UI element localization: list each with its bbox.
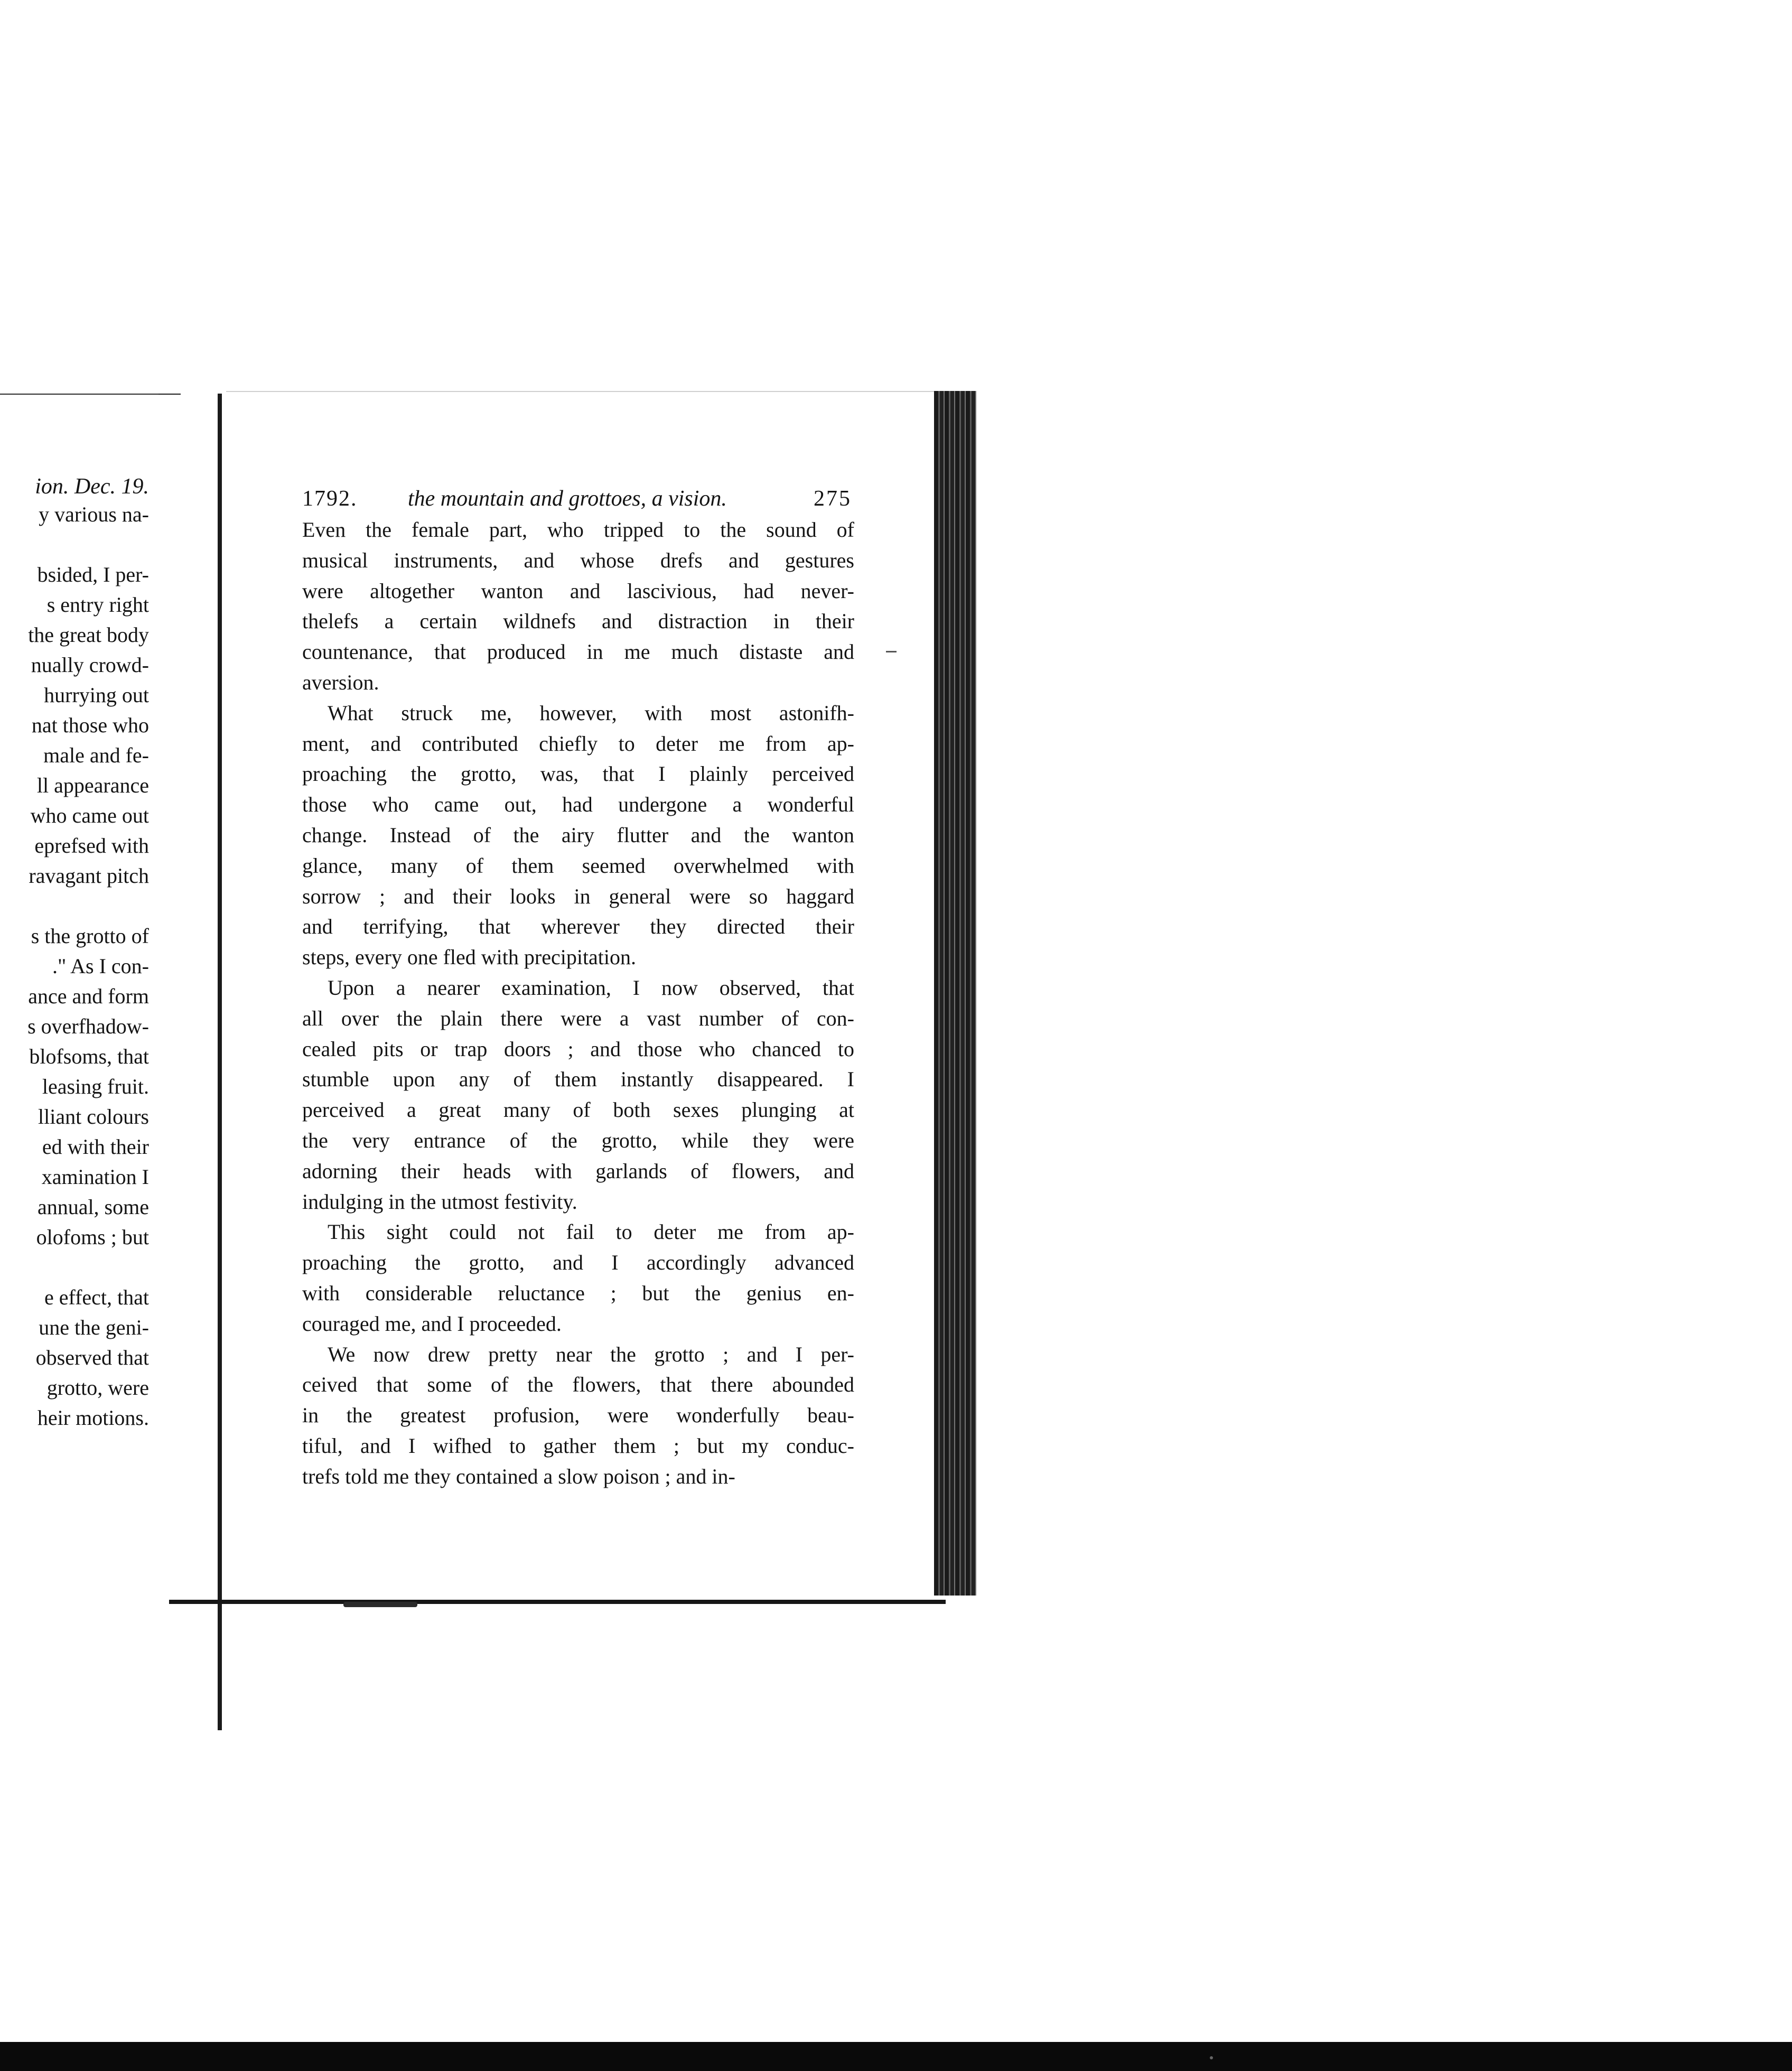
left-text-line: observed that bbox=[35, 1346, 149, 1369]
left-text-line: y various na- bbox=[39, 502, 149, 526]
left-text-line: male and fe- bbox=[43, 743, 149, 767]
text-line: musical instruments, and whose drefs and gestures bbox=[302, 548, 854, 572]
left-text-line: blofsoms, that bbox=[29, 1044, 149, 1068]
left-text-line: ll appearance bbox=[36, 773, 149, 797]
left-text-line: ance and form bbox=[28, 984, 149, 1008]
left-text-line: nat those who bbox=[31, 713, 149, 737]
scan-speck bbox=[1210, 2056, 1213, 2059]
text-line: perceived a great many of both sexes plunging at bbox=[302, 1098, 854, 1122]
page-number: 275 bbox=[814, 487, 852, 511]
text-line: the very entrance of the grotto, while they were bbox=[302, 1128, 854, 1152]
left-text-line: who came out bbox=[30, 804, 149, 827]
scan-bottom-border bbox=[0, 2042, 1792, 2071]
text-line: change. Instead of the airy flutter and the wanton bbox=[302, 823, 854, 847]
paragraph bbox=[302, 973, 854, 1217]
text-line: trefs told me they contained a slow poison ; and in- bbox=[302, 1464, 735, 1488]
left-text-line: annual, some bbox=[37, 1195, 149, 1219]
text-line: all over the plain there were a vast number of con- bbox=[302, 1006, 854, 1030]
text-line: Even the female part, who tripped to the sound of bbox=[302, 518, 854, 542]
left-text-line bbox=[27, 529, 149, 559]
running-head-year: 1792. bbox=[302, 487, 358, 511]
left-text-line: hurrying out bbox=[44, 683, 149, 707]
paragraph bbox=[302, 1339, 854, 1492]
text-line: tiful, and I wifhed to gather them ; but my conduc- bbox=[302, 1433, 854, 1458]
left-text-line: grotto, were bbox=[46, 1376, 149, 1400]
left-top-rule bbox=[0, 394, 166, 395]
text-line: couraged me, and I proceeded. bbox=[302, 1311, 562, 1336]
left-text-line: olofoms ; but bbox=[36, 1225, 149, 1249]
left-text-line: une the geni- bbox=[39, 1316, 149, 1339]
left-text-line: nually crowd- bbox=[31, 653, 149, 677]
text-line: stumble upon any of them instantly disappeared. I bbox=[302, 1067, 854, 1092]
left-text-line: heir motions. bbox=[37, 1406, 149, 1430]
text-line: aversion. bbox=[302, 670, 379, 694]
paragraph bbox=[302, 515, 854, 698]
text-line: This sight could not fail to deter me from ap- bbox=[328, 1220, 854, 1244]
left-page bbox=[0, 394, 222, 1730]
paragraph bbox=[302, 1217, 854, 1339]
left-text-line: ravagant pitch bbox=[29, 864, 149, 888]
left-top-rule-mark bbox=[158, 394, 181, 395]
text-line: indulging in the utmost festivity. bbox=[302, 1189, 577, 1214]
left-text-line: the great body bbox=[28, 623, 149, 647]
text-line: steps, every one fled with precipitation. bbox=[302, 945, 637, 969]
left-text-line: s overfhadow- bbox=[27, 1014, 149, 1038]
text-line: proaching the grotto, and I accordingly advanced bbox=[302, 1251, 854, 1275]
text-line: We now drew pretty near the grotto ; and I per- bbox=[328, 1342, 854, 1366]
book-fore-edge bbox=[934, 391, 976, 1596]
left-text-line: lliant colours bbox=[38, 1105, 149, 1128]
left-text-line: bsided, I per- bbox=[37, 563, 149, 586]
text-line: countenance, that produced in me much distaste and bbox=[302, 640, 854, 664]
text-line: were altogether wanton and lascivious, had never- bbox=[302, 579, 854, 603]
bottom-edge-mark bbox=[343, 1602, 417, 1607]
text-line: ceived that some of the flowers, that there abounded bbox=[302, 1373, 854, 1397]
page-gutter bbox=[218, 394, 222, 1730]
text-line: sorrow ; and their looks in general were so haggard bbox=[302, 884, 854, 908]
text-line: with considerable reluctance ; but the genius en- bbox=[302, 1281, 854, 1305]
body-text bbox=[302, 515, 854, 1492]
text-line: thelefs a certain wildnefs and distraction in their bbox=[302, 609, 854, 633]
left-text-line: e effect, that bbox=[44, 1285, 149, 1309]
margin-mark bbox=[886, 651, 897, 652]
text-line: those who came out, had undergone a wonderful bbox=[302, 792, 854, 817]
paragraph bbox=[302, 698, 854, 973]
bottom-page-edge bbox=[169, 1600, 946, 1604]
left-text-line bbox=[27, 891, 149, 921]
text-line: cealed pits or trap doors ; and those who chanced to bbox=[302, 1037, 854, 1061]
text-line: ment, and contributed chiefly to deter me from ap- bbox=[302, 731, 854, 755]
left-text-line bbox=[27, 1252, 149, 1282]
text-line: What struck me, however, with most astonifh- bbox=[328, 701, 854, 725]
running-head-title: the mountain and grottoes, a vision. bbox=[408, 487, 727, 511]
left-text-line: leasing fruit. bbox=[42, 1075, 149, 1098]
running-head bbox=[302, 486, 857, 518]
left-page-text bbox=[27, 499, 149, 1433]
left-text-line: ." As I con- bbox=[52, 954, 149, 978]
left-text-line: ed with their bbox=[42, 1135, 149, 1159]
text-line: glance, many of them seemed overwhelmed with bbox=[302, 853, 854, 878]
left-text-line: s entry right bbox=[46, 593, 149, 617]
text-line: proaching the grotto, was, that I plainly perceived bbox=[302, 762, 854, 786]
text-line: in the greatest profusion, were wonderfully beau- bbox=[302, 1403, 854, 1428]
left-text-line: s the grotto of bbox=[31, 924, 149, 948]
text-line: Upon a nearer examination, I now observed, that bbox=[328, 975, 854, 1000]
left-running-head: ion. Dec. 19. bbox=[35, 474, 149, 499]
left-text-line: eprefsed with bbox=[34, 834, 149, 857]
left-text-line: xamination I bbox=[41, 1165, 149, 1189]
text-line: adorning their heads with garlands of flowers, and bbox=[302, 1159, 854, 1183]
text-line: and terrifying, that wherever they directed their bbox=[302, 915, 854, 939]
